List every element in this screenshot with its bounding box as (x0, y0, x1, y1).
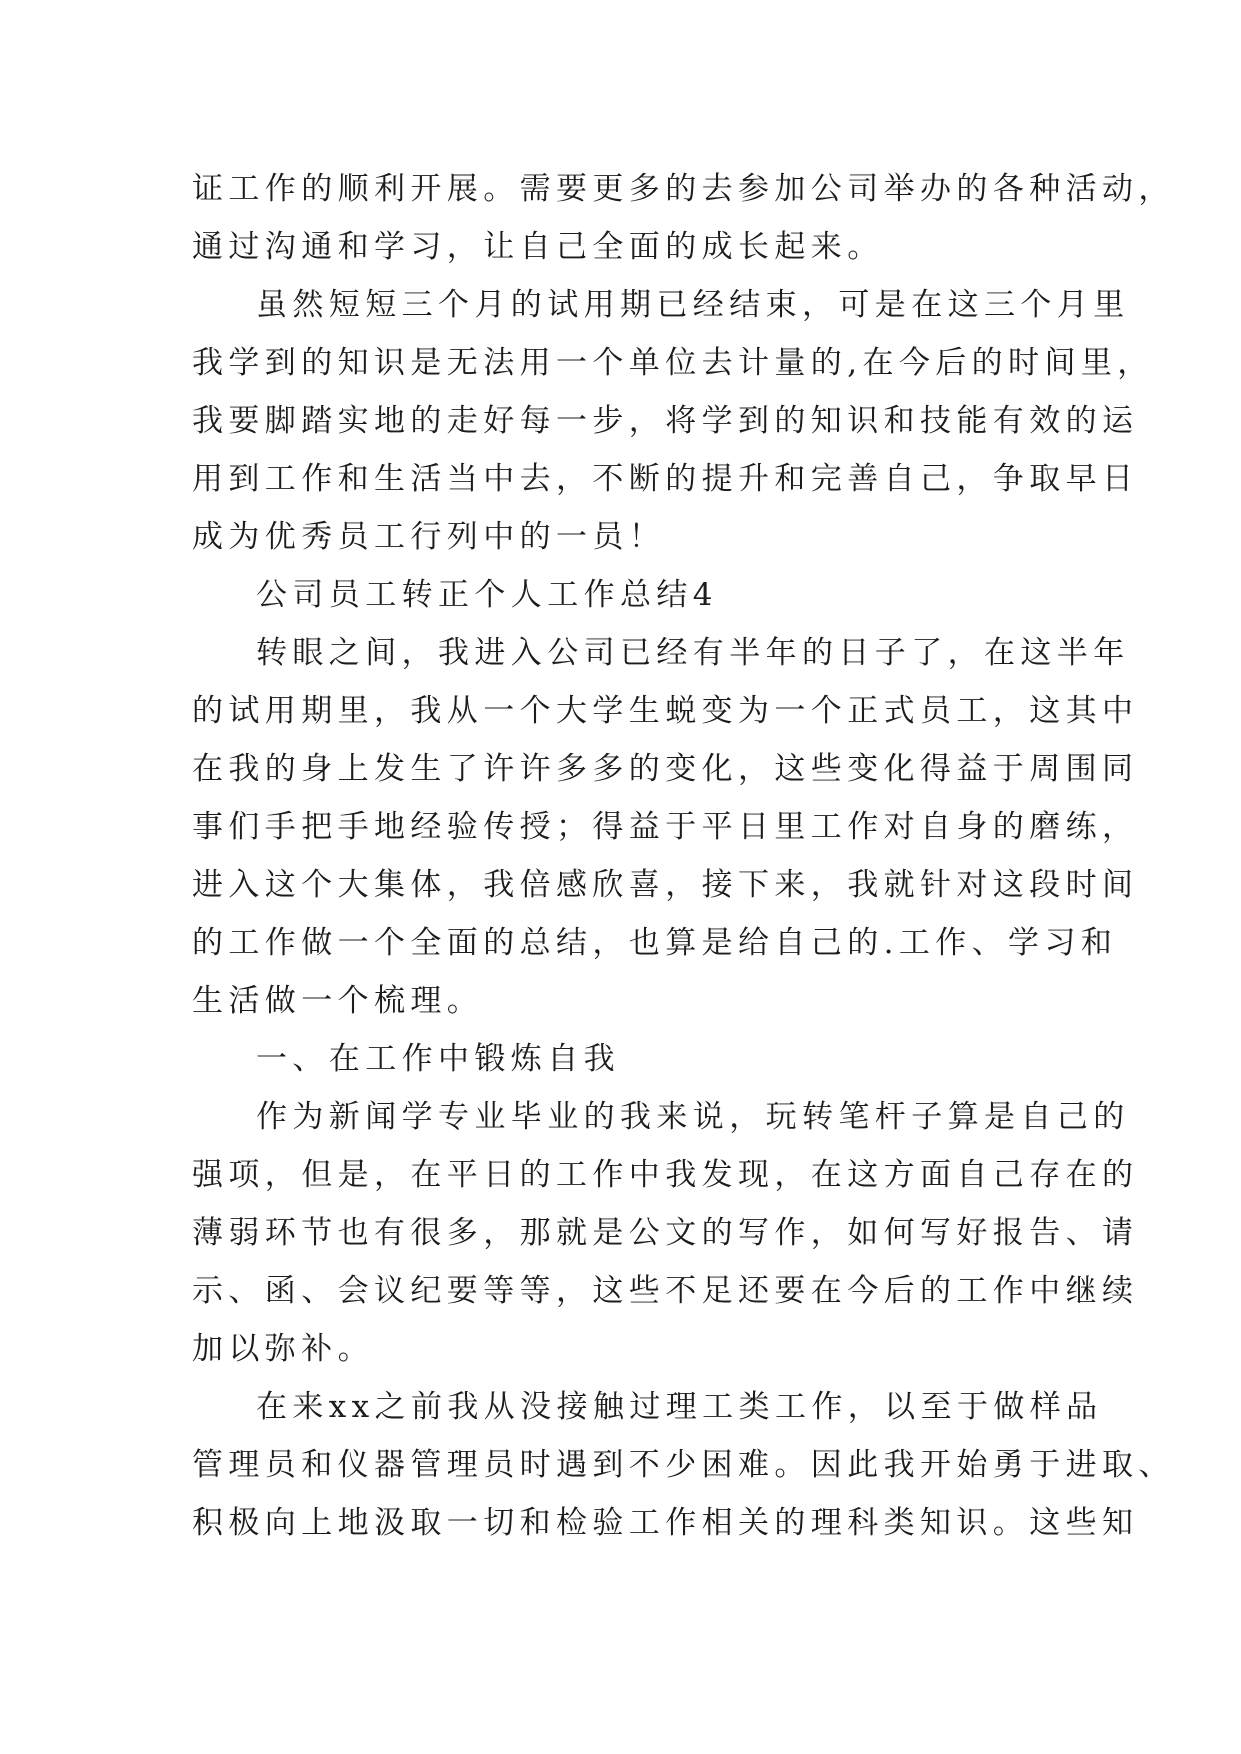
text-line: 薄弱环节也有很多，那就是公文的写作，如何写好报告、请 (192, 1215, 1139, 1251)
paragraph-first-line: 作为新闻学专业毕业的我来说，玩转笔杆子算是自己的 (256, 1099, 1130, 1135)
text-line: 积极向上地汲取一切和检验工作相关的理科类知识。这些知 (192, 1505, 1139, 1541)
text-line: 的试用期里，我从一个大学生蜕变为一个正式员工，这其中 (192, 693, 1139, 729)
text-line: 生活做一个梳理。 (192, 983, 484, 1019)
text-line: 在我的身上发生了许许多多的变化，这些变化得益于周围同 (192, 751, 1139, 787)
text-line: 证工作的顺利开展。需要更多的去参加公司举办的各种活动， (192, 171, 1175, 207)
text-line: 我学到的知识是无法用一个单位去计量的,在今后的时间里， (192, 345, 1154, 381)
text-line: 强项，但是，在平日的工作中我发现，在这方面自己存在的 (192, 1157, 1139, 1193)
text-line: 的工作做一个全面的总结，也算是给自己的.工作、学习和 (192, 925, 1118, 961)
text-line: 进入这个大集体，我倍感欣喜，接下来，我就针对这段时间 (192, 867, 1139, 903)
text-line: 管理员和仪器管理员时遇到不少困难。因此我开始勇于进取、 (192, 1447, 1175, 1483)
text-line: 示、函、会议纪要等等，这些不足还要在今后的工作中继续 (192, 1273, 1139, 1309)
text-line: 用到工作和生活当中去，不断的提升和完善自己，争取早日 (192, 461, 1139, 497)
text-line: 我要脚踏实地的走好每一步，将学到的知识和技能有效的运 (192, 403, 1139, 439)
text-line: 加以弥补。 (192, 1331, 374, 1367)
text-line: 事们手把手地经验传授；得益于平日里工作对自身的磨练， (192, 809, 1139, 845)
text-line: 成为优秀员工行列中的一员！ (192, 519, 666, 555)
section-title: 公司员工转正个人工作总结4 (256, 577, 718, 613)
text-line: 通过沟通和学习，让自己全面的成长起来。 (192, 229, 884, 265)
subsection-heading: 一、在工作中锻炼自我 (256, 1041, 620, 1077)
paragraph-first-line: 在来xx之前我从没接触过理工类工作，以至于做样品 (256, 1389, 1103, 1425)
paragraph-first-line: 转眼之间，我进入公司已经有半年的日子了，在这半年 (256, 635, 1130, 671)
paragraph-first-line: 虽然短短三个月的试用期已经结束，可是在这三个月里 (256, 287, 1130, 323)
